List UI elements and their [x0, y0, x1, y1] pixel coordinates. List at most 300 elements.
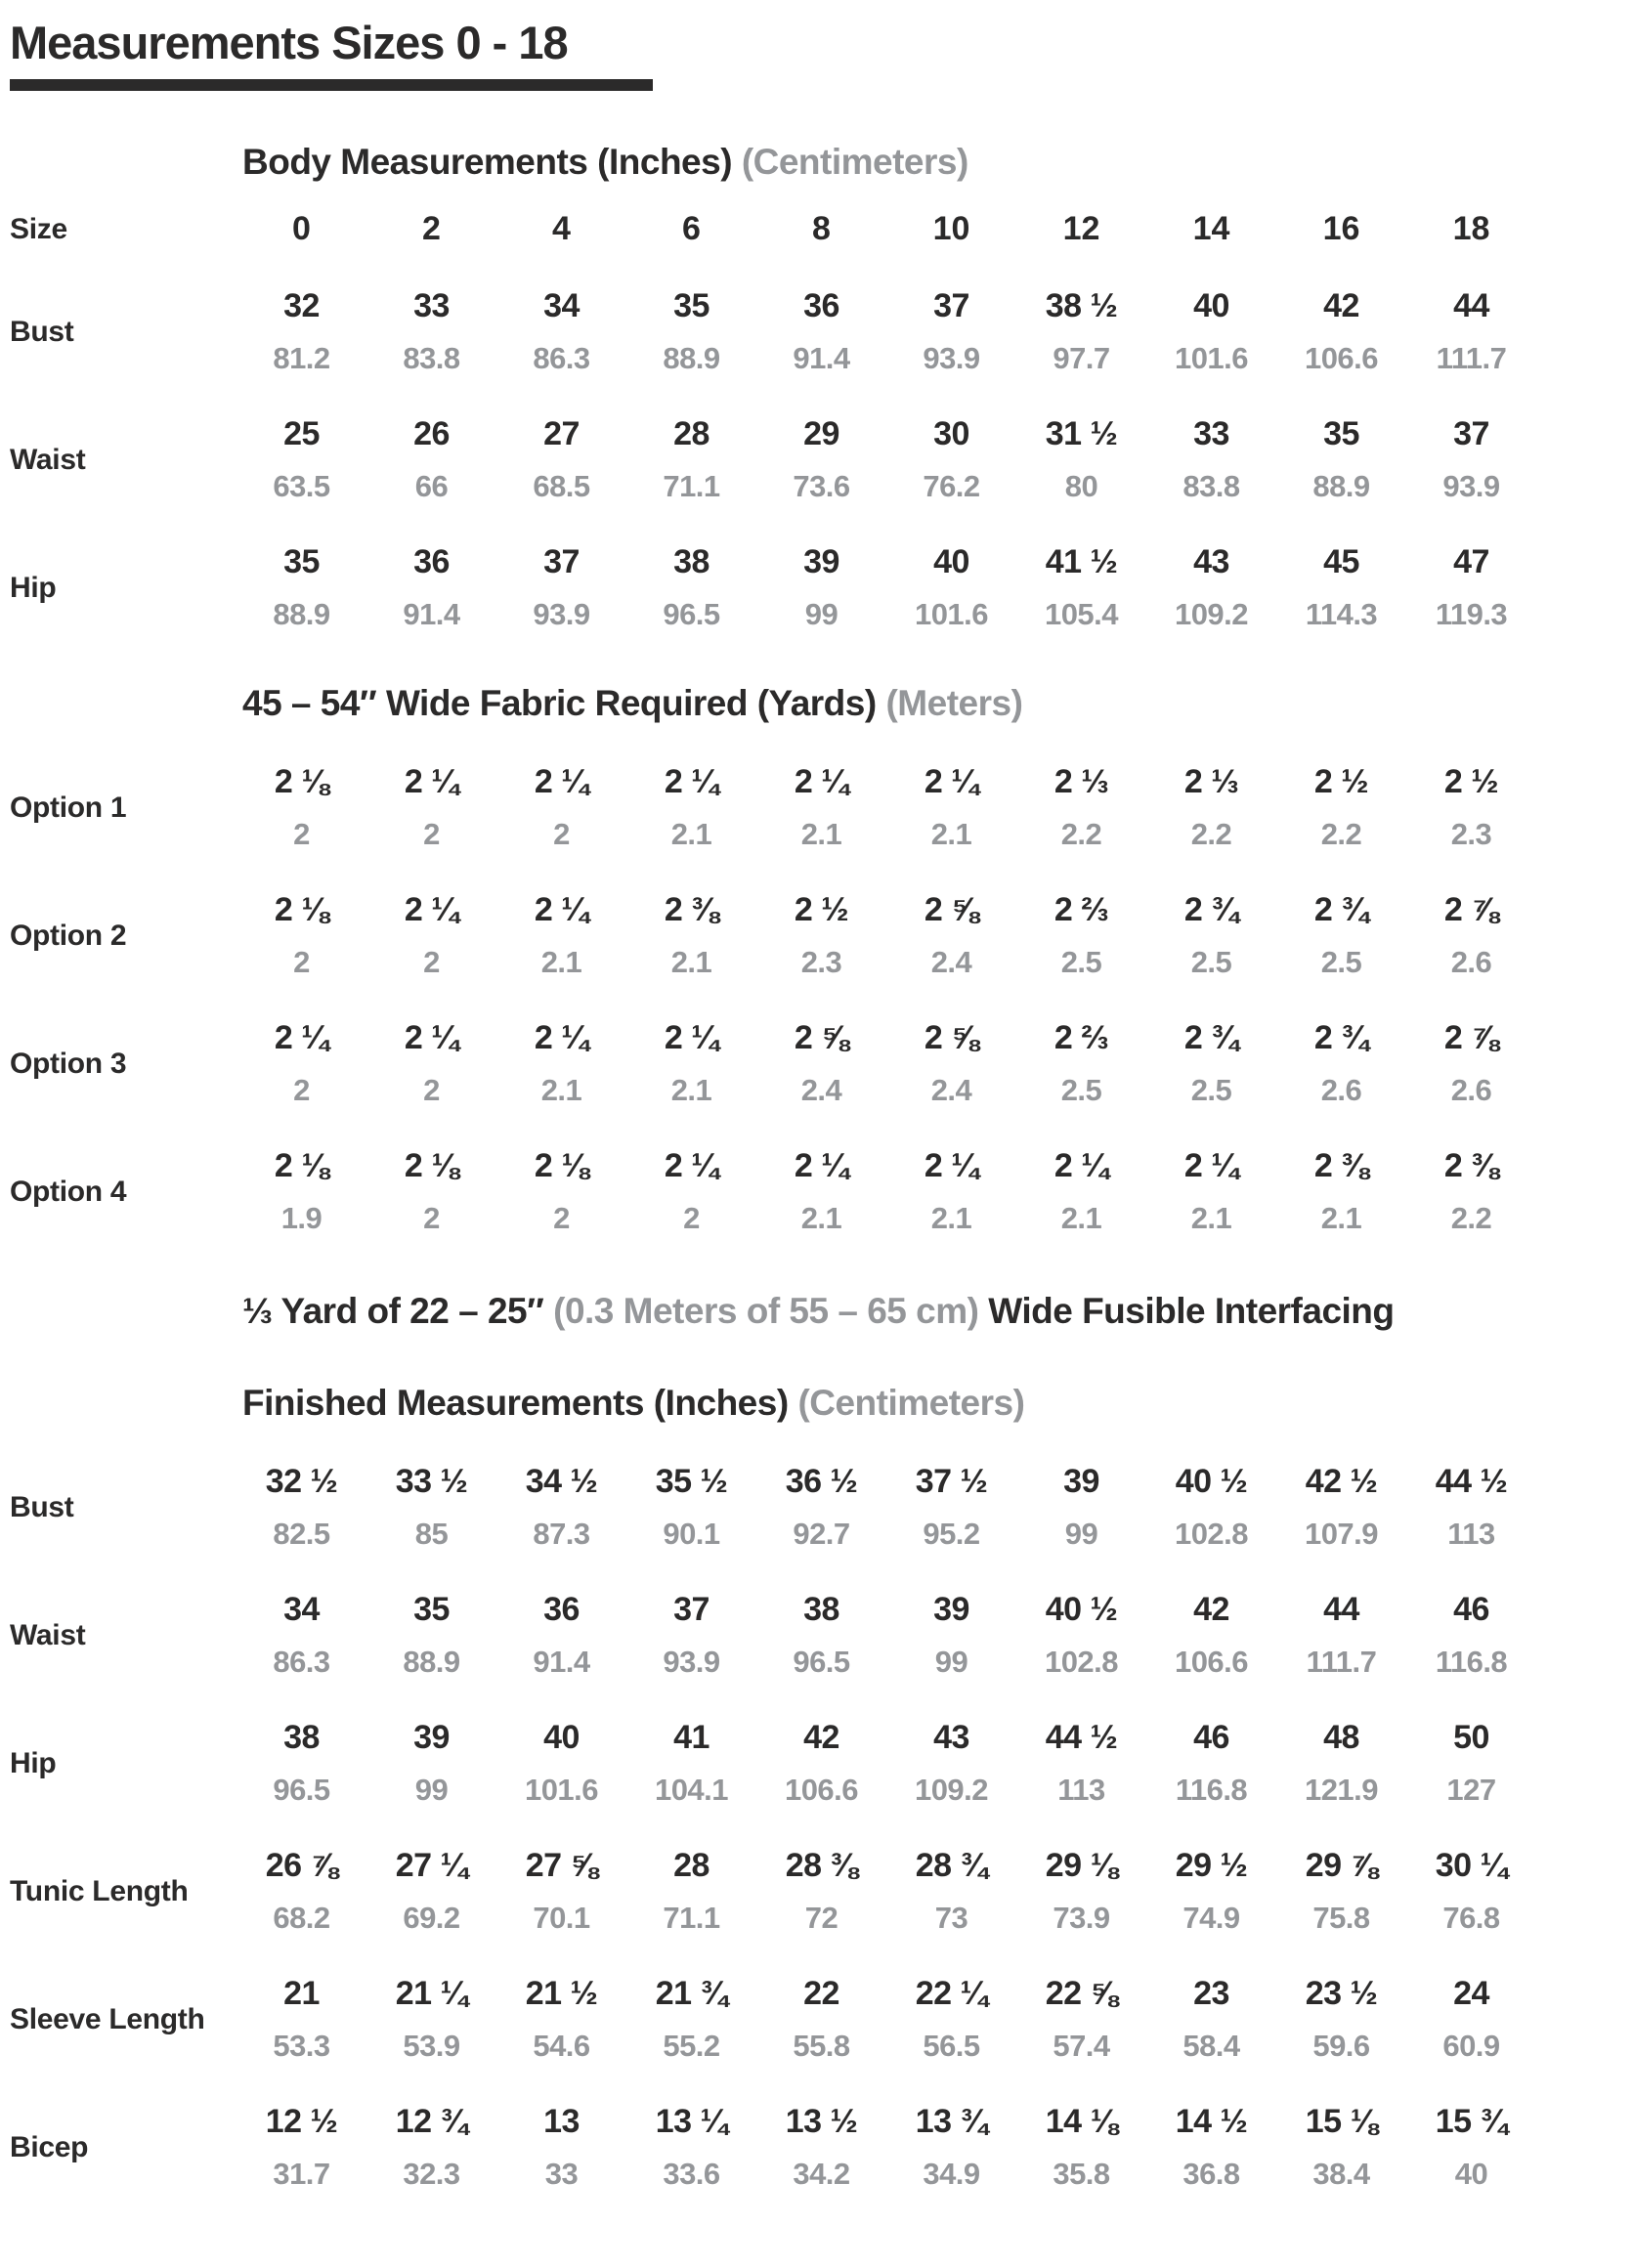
- section-heading: [242, 1383, 1614, 1424]
- primary-value: 2 ¾: [1183, 1019, 1239, 1056]
- secondary-value: 102.8: [1044, 1645, 1119, 1679]
- primary-value: 47: [1453, 543, 1489, 580]
- row-label: Bust: [10, 1491, 74, 1523]
- measurement-cell: [756, 1019, 886, 1108]
- secondary-value: 93.9: [923, 341, 980, 375]
- secondary-value: 55.2: [663, 2029, 720, 2063]
- secondary-value: 83.8: [403, 341, 460, 375]
- primary-value: 35: [283, 543, 320, 580]
- secondary-value: 86.3: [273, 1645, 330, 1679]
- measurement-cell: [1146, 2103, 1276, 2192]
- primary-value: 2 ¼: [534, 891, 589, 928]
- secondary-value: 81.2: [273, 341, 330, 375]
- size-value: 4: [552, 210, 571, 247]
- row-label: Waist: [10, 444, 86, 476]
- secondary-value: 2: [293, 945, 310, 979]
- secondary-value: 96.5: [663, 597, 720, 631]
- size-value: 16: [1322, 210, 1360, 247]
- measurement-cell: [1276, 1019, 1406, 1108]
- measurement-cell: [366, 1719, 496, 1808]
- primary-value: 38 ½: [1045, 287, 1118, 324]
- secondary-value: 101.6: [1174, 341, 1249, 375]
- secondary-value: 86.3: [533, 341, 590, 375]
- measurement-cell: [1016, 2103, 1146, 2192]
- primary-value: 34: [543, 287, 580, 324]
- primary-value: 2 ¼: [1054, 1147, 1109, 1184]
- secondary-value: 99: [804, 597, 838, 631]
- secondary-value: 111.7: [1306, 1645, 1377, 1679]
- primary-value: 21 ½: [525, 1975, 598, 2012]
- measurement-cell: [1406, 1147, 1536, 1236]
- secondary-value: 55.8: [793, 2029, 850, 2063]
- measurement-row: [10, 1847, 1614, 1936]
- secondary-value: 32.3: [403, 2157, 460, 2191]
- measurement-cell: [236, 1847, 366, 1936]
- note-part: Wide Fusible Interfacing: [978, 1291, 1395, 1331]
- primary-value: 24: [1453, 1975, 1489, 2012]
- measurement-cell: [1276, 1975, 1406, 2064]
- primary-value: 38: [283, 1719, 320, 1756]
- secondary-value: 106.6: [1304, 341, 1379, 375]
- note-part: ⅓ Yard of 22 – 25″: [242, 1291, 554, 1331]
- primary-value: 31 ½: [1045, 415, 1118, 452]
- measurement-cell: [496, 1019, 626, 1108]
- measurement-row: [10, 415, 1614, 504]
- primary-value: 37: [543, 543, 580, 580]
- measurement-cell: [1276, 1147, 1406, 1236]
- heading-part: (Centimeters): [797, 1383, 1025, 1423]
- secondary-value: 57.4: [1053, 2029, 1110, 2063]
- measurement-cell: [366, 1019, 496, 1108]
- measurement-cell: [1276, 1463, 1406, 1552]
- secondary-value: 80: [1064, 469, 1098, 503]
- secondary-value: 2: [553, 817, 570, 851]
- measurement-cell: [1406, 415, 1536, 504]
- secondary-value: 53.3: [273, 2029, 330, 2063]
- measurement-cell: [366, 1847, 496, 1936]
- primary-value: 39: [413, 1719, 450, 1756]
- primary-value: 2 ¼: [1183, 1147, 1239, 1184]
- measurement-cell: [366, 891, 496, 980]
- secondary-value: 2.1: [930, 817, 972, 851]
- measurement-cell: [756, 1147, 886, 1236]
- primary-value: 37: [673, 1591, 710, 1628]
- measurement-cell: [886, 1591, 1016, 1680]
- size-value: 8: [812, 210, 831, 247]
- heading-part: Body Measurements (Inches): [242, 142, 742, 182]
- primary-value: 42: [803, 1719, 839, 1756]
- secondary-value: 116.8: [1435, 1645, 1508, 1679]
- primary-value: 40 ½: [1175, 1463, 1248, 1500]
- measurement-cell: [1146, 1463, 1276, 1552]
- primary-value: 38: [673, 543, 710, 580]
- primary-value: 35: [673, 287, 710, 324]
- measurement-cell: [236, 287, 366, 376]
- secondary-value: 54.6: [533, 2029, 590, 2063]
- secondary-value: 2.6: [1320, 1073, 1362, 1107]
- measurement-cell: [886, 1463, 1016, 1552]
- secondary-value: 2.1: [670, 1073, 712, 1107]
- measurement-cell: [496, 1975, 626, 2064]
- primary-value: 28: [673, 415, 710, 452]
- secondary-value: 66: [414, 469, 449, 503]
- measurements-table: [10, 142, 1614, 2192]
- section-heading: [242, 683, 1614, 724]
- measurement-cell: [496, 763, 626, 852]
- primary-value: 38: [803, 1591, 839, 1628]
- primary-value: 33 ½: [395, 1463, 468, 1500]
- secondary-value: 91.4: [533, 1645, 590, 1679]
- measurement-cell: [1016, 415, 1146, 504]
- primary-value: 23: [1193, 1975, 1229, 2012]
- secondary-value: 90.1: [663, 1517, 720, 1551]
- measurement-cell: [886, 763, 1016, 852]
- size-value: 14: [1192, 210, 1230, 247]
- primary-value: 2 ⅜: [1313, 1147, 1369, 1184]
- secondary-value: 73: [934, 1901, 968, 1935]
- primary-value: 2 ½: [1313, 763, 1369, 800]
- measurement-cell: [366, 1463, 496, 1552]
- primary-value: 21: [283, 1975, 320, 2012]
- measurement-cell: [1146, 287, 1276, 376]
- measurement-cell: [1146, 891, 1276, 980]
- primary-value: 13 ½: [785, 2103, 858, 2140]
- secondary-value: 69.2: [403, 1901, 460, 1935]
- primary-value: 39: [1063, 1463, 1099, 1500]
- secondary-value: 2.6: [1450, 945, 1492, 979]
- measurement-cell: [236, 763, 366, 852]
- measurement-cell: [756, 287, 886, 376]
- primary-value: 2 ¼: [404, 763, 459, 800]
- primary-value: 21 ¼: [395, 1975, 468, 2012]
- measurement-cell: [1406, 1719, 1536, 1808]
- secondary-value: 88.9: [403, 1645, 460, 1679]
- heading-part: (Centimeters): [741, 142, 968, 182]
- secondary-value: 97.7: [1053, 341, 1110, 375]
- primary-value: 36 ½: [785, 1463, 858, 1500]
- page-header: [10, 16, 1614, 91]
- primary-value: 2 ⅓: [1183, 763, 1239, 800]
- secondary-value: 106.6: [784, 1773, 859, 1807]
- measurement-cell: [1406, 1975, 1536, 2064]
- measurement-cell: [1406, 287, 1536, 376]
- primary-value: 2 ⅝: [924, 1019, 979, 1056]
- primary-value: 28 ⅜: [785, 1847, 858, 1884]
- secondary-value: 76.8: [1442, 1901, 1500, 1935]
- primary-value: 2 ⅛: [404, 1147, 459, 1184]
- secondary-value: 119.3: [1435, 597, 1508, 631]
- primary-value: 28: [673, 1847, 710, 1884]
- secondary-value: 34.9: [923, 2157, 980, 2191]
- measurement-cell: [366, 1591, 496, 1680]
- primary-value: 33: [413, 287, 450, 324]
- primary-value: 2 ⅜: [664, 891, 719, 928]
- secondary-value: 73.9: [1053, 1901, 1110, 1935]
- secondary-value: 2: [423, 1073, 440, 1107]
- measurement-cell: [626, 287, 756, 376]
- measurement-row: [10, 763, 1614, 852]
- secondary-value: 99: [1064, 1517, 1098, 1551]
- secondary-value: 91.4: [403, 597, 460, 631]
- secondary-value: 2.4: [930, 945, 972, 979]
- measurement-cell: [886, 1147, 1016, 1236]
- secondary-value: 31.7: [273, 2157, 330, 2191]
- primary-value: 2 ⅛: [274, 763, 329, 800]
- secondary-value: 2.4: [800, 1073, 842, 1107]
- primary-value: 37: [933, 287, 969, 324]
- secondary-value: 85: [414, 1517, 449, 1551]
- primary-value: 2 ⅞: [1443, 891, 1499, 928]
- primary-value: 32: [283, 287, 320, 324]
- measurement-cell: [756, 1719, 886, 1808]
- primary-value: 2 ⅔: [1054, 1019, 1109, 1056]
- secondary-value: 2.1: [1190, 1201, 1232, 1235]
- size-value: 12: [1062, 210, 1100, 247]
- secondary-value: 59.6: [1312, 2029, 1370, 2063]
- secondary-value: 2: [553, 1201, 570, 1235]
- measurement-cell: [626, 2103, 756, 2192]
- secondary-value: 56.5: [923, 2029, 980, 2063]
- measurement-cell: [236, 2103, 366, 2192]
- secondary-value: 2: [293, 817, 310, 851]
- secondary-value: 105.4: [1044, 597, 1119, 631]
- heading-part: (Meters): [885, 683, 1023, 723]
- secondary-value: 121.9: [1304, 1773, 1379, 1807]
- primary-value: 42 ½: [1305, 1463, 1378, 1500]
- primary-value: 30 ¼: [1435, 1847, 1508, 1884]
- measurement-cell: [496, 1463, 626, 1552]
- secondary-value: 2.1: [670, 945, 712, 979]
- primary-value: 41: [673, 1719, 710, 1756]
- primary-value: 12 ½: [265, 2103, 338, 2140]
- measurement-cell: [626, 1019, 756, 1108]
- secondary-value: 2: [423, 1201, 440, 1235]
- primary-value: 41 ½: [1045, 543, 1118, 580]
- measurement-cell: [1146, 1591, 1276, 1680]
- primary-value: 2 ¼: [274, 1019, 329, 1056]
- primary-value: 2 ⅝: [924, 891, 979, 928]
- measurement-cell: [496, 1147, 626, 1236]
- secondary-value: 71.1: [663, 1901, 720, 1935]
- secondary-value: 93.9: [533, 597, 590, 631]
- measurement-row: [10, 1147, 1614, 1236]
- secondary-value: 2.1: [800, 817, 842, 851]
- primary-value: 32 ½: [265, 1463, 338, 1500]
- measurement-cell: [1276, 543, 1406, 632]
- secondary-value: 2.2: [1450, 1201, 1492, 1235]
- primary-value: 2 ¼: [924, 763, 979, 800]
- measurement-cell: [886, 415, 1016, 504]
- primary-value: 27 ¼: [395, 1847, 468, 1884]
- secondary-value: 83.8: [1182, 469, 1240, 503]
- measurement-cell: [886, 2103, 1016, 2192]
- measurement-cell: [236, 891, 366, 980]
- measurement-cell: [626, 891, 756, 980]
- measurement-cell: [886, 1719, 1016, 1808]
- measurement-cell: [1276, 287, 1406, 376]
- primary-value: 29 ½: [1175, 1847, 1248, 1884]
- measurement-cell: [366, 543, 496, 632]
- secondary-value: 114.3: [1305, 597, 1378, 631]
- secondary-value: 53.9: [403, 2029, 460, 2063]
- primary-value: 2 ¼: [664, 763, 719, 800]
- primary-value: 26: [413, 415, 450, 452]
- measurement-row: [10, 2103, 1614, 2192]
- primary-value: 46: [1453, 1591, 1489, 1628]
- measurement-cell: [756, 1463, 886, 1552]
- primary-value: 21 ¾: [655, 1975, 728, 2012]
- primary-value: 2 ⅓: [1054, 763, 1109, 800]
- secondary-value: 96.5: [793, 1645, 850, 1679]
- secondary-value: 2.2: [1320, 817, 1362, 851]
- measurement-cell: [626, 1147, 756, 1236]
- measurement-row: [10, 1463, 1614, 1552]
- row-label: Option 3: [10, 1048, 127, 1080]
- primary-value: 36: [803, 287, 839, 324]
- measurement-cell: [886, 1847, 1016, 1936]
- secondary-value: 35.8: [1053, 2157, 1110, 2191]
- measurement-cell: [1276, 2103, 1406, 2192]
- secondary-value: 104.1: [654, 1773, 729, 1807]
- measurement-cell: [236, 1463, 366, 1552]
- title-underline: [10, 79, 653, 91]
- measurement-cell: [886, 287, 1016, 376]
- row-label: Option 1: [10, 792, 127, 824]
- measurement-cell: [1406, 543, 1536, 632]
- measurement-cell: [236, 1591, 366, 1680]
- measurement-cell: [1146, 1975, 1276, 2064]
- row-label: Bust: [10, 316, 74, 348]
- measurement-cell: [1406, 891, 1536, 980]
- primary-value: 2 ¼: [794, 1147, 849, 1184]
- measurement-cell: [886, 1019, 1016, 1108]
- measurement-cell: [1016, 543, 1146, 632]
- primary-value: 13 ¼: [655, 2103, 728, 2140]
- size-value: 6: [682, 210, 701, 247]
- measurement-cell: [236, 543, 366, 632]
- primary-value: 2 ½: [794, 891, 849, 928]
- secondary-value: 33: [544, 2157, 579, 2191]
- secondary-value: 33.6: [663, 2157, 720, 2191]
- secondary-value: 2.5: [1060, 1073, 1102, 1107]
- primary-value: 2 ¼: [534, 763, 589, 800]
- primary-value: 40: [933, 543, 969, 580]
- measurement-cell: [1016, 1975, 1146, 2064]
- measurement-cell: [756, 2103, 886, 2192]
- size-value: 10: [932, 210, 970, 247]
- measurement-cell: [756, 891, 886, 980]
- secondary-value: 91.4: [793, 341, 850, 375]
- secondary-value: 82.5: [273, 1517, 330, 1551]
- secondary-value: 95.2: [923, 1517, 980, 1551]
- measurement-cell: [626, 1591, 756, 1680]
- primary-value: 42: [1193, 1591, 1229, 1628]
- measurement-cell: [626, 1719, 756, 1808]
- primary-value: 37: [1453, 415, 1489, 452]
- primary-value: 29 ⅛: [1045, 1847, 1118, 1884]
- secondary-value: 102.8: [1174, 1517, 1249, 1551]
- secondary-value: 111.7: [1436, 341, 1507, 375]
- row-label: Option 4: [10, 1176, 127, 1208]
- primary-value: 2 ⅛: [274, 1147, 329, 1184]
- secondary-value: 2.2: [1060, 817, 1102, 851]
- primary-value: 34: [283, 1591, 320, 1628]
- secondary-value: 38.4: [1312, 2157, 1370, 2191]
- note-part: (0.3 Meters of 55 – 65 cm): [553, 1291, 979, 1331]
- secondary-value: 92.7: [793, 1517, 850, 1551]
- secondary-value: 2: [423, 945, 440, 979]
- row-label: Hip: [10, 1747, 57, 1779]
- measurement-cell: [1406, 1591, 1536, 1680]
- measurement-cell: [756, 543, 886, 632]
- secondary-value: 99: [934, 1645, 968, 1679]
- primary-value: 22 ¼: [915, 1975, 988, 2012]
- measurement-cell: [1146, 415, 1276, 504]
- heading-part: Finished Measurements (Inches): [242, 1383, 798, 1423]
- primary-value: 2 ¼: [404, 891, 459, 928]
- size-value: 18: [1452, 210, 1490, 247]
- secondary-value: 93.9: [663, 1645, 720, 1679]
- measurement-cell: [236, 1719, 366, 1808]
- measurement-cell: [1016, 891, 1146, 980]
- measurement-cell: [496, 2103, 626, 2192]
- secondary-value: 2.5: [1190, 1073, 1232, 1107]
- measurement-cell: [366, 415, 496, 504]
- secondary-value: 2.1: [800, 1201, 842, 1235]
- primary-value: 29: [803, 415, 839, 452]
- secondary-value: 71.1: [663, 469, 720, 503]
- measurement-cell: [1146, 543, 1276, 632]
- primary-value: 34 ½: [525, 1463, 598, 1500]
- measurement-cell: [1276, 763, 1406, 852]
- measurement-cell: [496, 287, 626, 376]
- measurement-cell: [1406, 1463, 1536, 1552]
- measurement-row: [10, 543, 1614, 632]
- secondary-value: 2.1: [540, 1073, 582, 1107]
- primary-value: 36: [413, 543, 450, 580]
- secondary-value: 109.2: [914, 1773, 989, 1807]
- measurement-cell: [1406, 763, 1536, 852]
- secondary-value: 106.6: [1174, 1645, 1249, 1679]
- secondary-value: 99: [414, 1773, 449, 1807]
- primary-value: 27: [543, 415, 580, 452]
- measurement-cell: [1016, 1591, 1146, 1680]
- measurement-cell: [1276, 891, 1406, 980]
- measurement-cell: [496, 415, 626, 504]
- primary-value: 22: [803, 1975, 839, 2012]
- secondary-value: 63.5: [273, 469, 330, 503]
- secondary-value: 36.8: [1182, 2157, 1240, 2191]
- measurement-cell: [886, 543, 1016, 632]
- primary-value: 44: [1323, 1591, 1359, 1628]
- secondary-value: 116.8: [1175, 1773, 1248, 1807]
- row-label: Size: [10, 213, 67, 245]
- primary-value: 2 ¼: [794, 763, 849, 800]
- primary-value: 2 ⅛: [274, 891, 329, 928]
- secondary-value: 113: [1057, 1773, 1105, 1807]
- primary-value: 2 ⅞: [1443, 1019, 1499, 1056]
- measurement-cell: [496, 543, 626, 632]
- measurement-cell: [236, 415, 366, 504]
- primary-value: 13 ¾: [915, 2103, 988, 2140]
- size-value: 2: [422, 210, 441, 247]
- measurement-cell: [626, 1975, 756, 2064]
- measurement-cell: [1406, 1847, 1536, 1936]
- measurement-cell: [496, 1847, 626, 1936]
- interfacing-note: [242, 1291, 1614, 1332]
- secondary-value: 1.9: [280, 1201, 322, 1235]
- secondary-value: 2.1: [540, 945, 582, 979]
